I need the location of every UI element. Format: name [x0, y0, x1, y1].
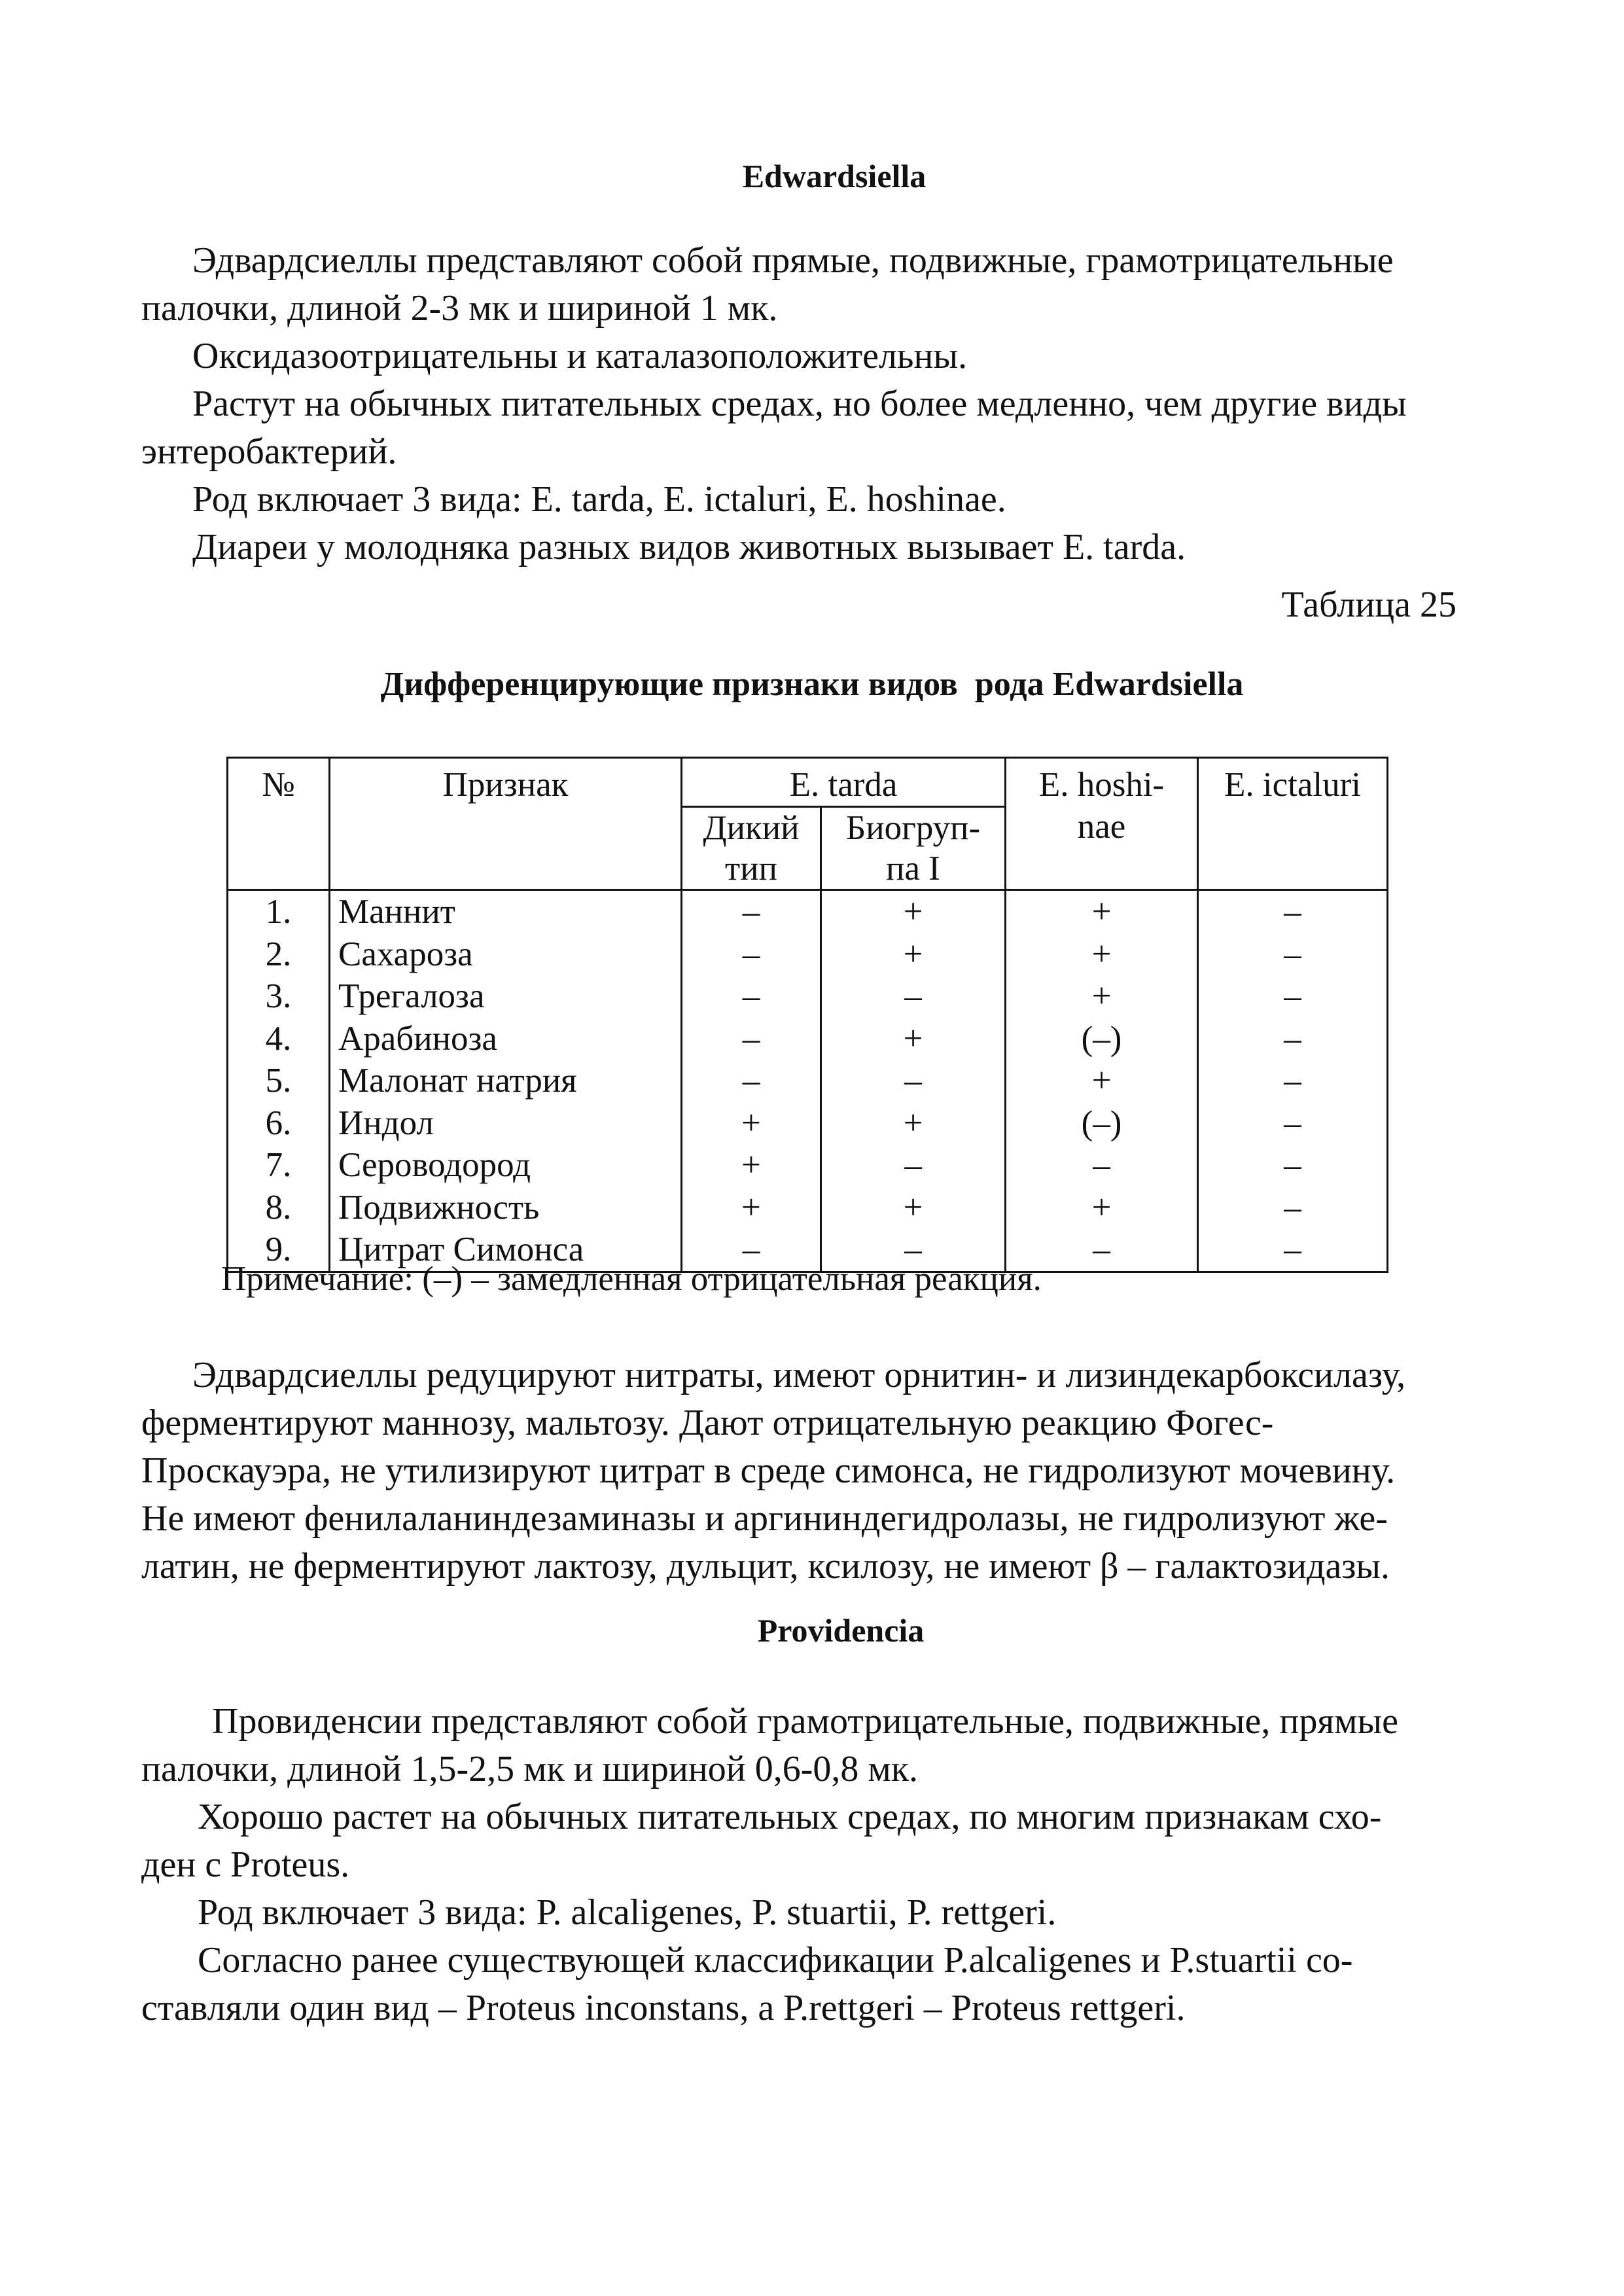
header-e-hoshinae: [1006, 758, 1198, 890]
row-feature: Цитрат Симонса: [330, 1229, 682, 1272]
row-feature: Подвижность: [330, 1187, 682, 1229]
table-row: [228, 1144, 1388, 1187]
text-line: энтеробактерий.: [141, 431, 397, 472]
cell-wild-type: +: [682, 1102, 821, 1145]
row-feature: Сероводород: [330, 1144, 682, 1187]
paragraph-providencia-species: Род включает 3 вида: P. alcaligenes, P. stuartii, P. rettgeri.: [198, 1892, 1057, 1933]
cell-hoshinae: +: [1006, 890, 1198, 933]
table-row: [228, 933, 1388, 976]
cell-wild-type: –: [682, 1018, 821, 1060]
header-wild-type-line2: тип: [725, 850, 777, 888]
row-number: 8.: [228, 1187, 330, 1229]
text-line: Не имеют фенилаланиндезаминазы и аргининдегидролазы, не гидролизуют же-: [141, 1498, 1388, 1539]
header-biogroup: [821, 807, 1006, 890]
cell-biogroup: –: [821, 1144, 1006, 1187]
paragraph-oxidase: Оксидазоотрицательны и каталазоположительны.: [192, 336, 968, 376]
text-line: Растут на обычных питательных средах, но более медленно, чем другие виды: [192, 384, 1407, 424]
header-wild-type: [682, 807, 821, 890]
cell-hoshinae: –: [1006, 1229, 1198, 1272]
row-number: 6.: [228, 1102, 330, 1145]
table-row: [228, 1018, 1388, 1060]
cell-biogroup: +: [821, 890, 1006, 933]
cell-biogroup: +: [821, 1187, 1006, 1229]
cell-hoshinae: +: [1006, 1187, 1198, 1229]
paragraph-diarrhea: Диареи у молодняка разных видов животных вызывает E. tarda.: [192, 527, 1186, 567]
row-number: 5.: [228, 1060, 330, 1102]
cell-wild-type: –: [682, 975, 821, 1018]
cell-wild-type: –: [682, 933, 821, 976]
cell-hoshinae: +: [1006, 975, 1198, 1018]
cell-biogroup: –: [821, 1060, 1006, 1102]
cell-ictaluri: –: [1198, 1229, 1388, 1272]
cell-hoshinae: –: [1006, 1144, 1198, 1187]
row-number: 7.: [228, 1144, 330, 1187]
text-line: Согласно ранее существующей классификации P.alcaligenes и P.stuartii со-: [198, 1940, 1353, 1981]
header-number: №: [228, 758, 330, 890]
table-row: [228, 1060, 1388, 1102]
header-biogroup-line1: Биогруп-: [845, 809, 981, 847]
cell-biogroup: +: [821, 933, 1006, 976]
text-line: палочки, длиной 1,5-2,5 мк и шириной 0,6-0,8 мк.: [141, 1749, 919, 1789]
paragraph-biochemistry: [141, 1352, 1475, 1590]
paragraph-providencia-description: [141, 1698, 1475, 1793]
row-number: 1.: [228, 890, 330, 933]
cell-hoshinae: (–): [1006, 1102, 1198, 1145]
cell-hoshinae: (–): [1006, 1018, 1198, 1060]
cell-wild-type: –: [682, 1060, 821, 1102]
text-line: Эдвардсиеллы редуцируют нитраты, имеют орнитин- и лизиндекарбоксилазу,: [192, 1355, 1406, 1395]
text-line: Провиденсии представляют собой грамотрицательные, подвижные, прямые: [212, 1701, 1399, 1742]
row-feature: Маннит: [330, 890, 682, 933]
cell-biogroup: +: [821, 1018, 1006, 1060]
section-title-providencia: Providencia: [757, 1612, 925, 1649]
table-row: [228, 890, 1388, 933]
row-number: 9.: [228, 1229, 330, 1272]
paragraph-providencia-growth: [141, 1793, 1475, 1889]
table-title: Дифференцирующие признаки видов рода Edwardsiella: [380, 666, 1244, 703]
cell-wild-type: –: [682, 1229, 821, 1272]
text-line: ден с Proteus.: [141, 1844, 350, 1885]
table-row: [228, 975, 1388, 1018]
text-line: ставляли один вид – Proteus inconstans, а P.rettgeri – Proteus rettgeri.: [141, 1988, 1186, 2028]
row-feature: Трегалоза: [330, 975, 682, 1018]
row-number: 2.: [228, 933, 330, 976]
header-biogroup-line2: па I: [886, 850, 940, 888]
cell-ictaluri: –: [1198, 1102, 1388, 1145]
row-number: 3.: [228, 975, 330, 1018]
table-label: Таблица 25: [1281, 584, 1456, 625]
text-line: Проскауэра, не утилизируют цитрат в среде симонса, не гидролизуют мочевину.: [141, 1450, 1396, 1491]
table-row: [228, 1102, 1388, 1145]
cell-biogroup: –: [821, 1229, 1006, 1272]
cell-hoshinae: +: [1006, 1060, 1198, 1102]
header-feature: Признак: [330, 758, 682, 890]
row-feature: Малонат натрия: [330, 1060, 682, 1102]
cell-ictaluri: –: [1198, 890, 1388, 933]
cell-ictaluri: –: [1198, 1144, 1388, 1187]
table-row: [228, 1187, 1388, 1229]
table-note: Примечание: (–) – замедленная отрицательная реакция.: [221, 1260, 1042, 1298]
header-e-hoshinae-line2: nae: [1077, 808, 1126, 846]
cell-ictaluri: –: [1198, 1018, 1388, 1060]
header-e-ictaluri: E. ictaluri: [1198, 758, 1388, 890]
text-line: Эдвардсиеллы представляют собой прямые, подвижные, грамотрицательные: [192, 240, 1394, 281]
cell-wild-type: –: [682, 890, 821, 933]
cell-ictaluri: –: [1198, 975, 1388, 1018]
cell-hoshinae: +: [1006, 933, 1198, 976]
paragraph-growth: [141, 380, 1456, 476]
row-feature: Арабиноза: [330, 1018, 682, 1060]
header-e-hoshinae-line1: E. hoshi-: [1038, 766, 1165, 804]
row-feature: Индол: [330, 1102, 682, 1145]
text-line: латин, не ферментируют лактозу, дульцит, ксилозу, не имеют β – галактозидазы.: [141, 1546, 1390, 1587]
header-wild-type-line1: Дикий: [703, 809, 800, 847]
row-feature: Сахароза: [330, 933, 682, 976]
cell-biogroup: +: [821, 1102, 1006, 1145]
cell-wild-type: +: [682, 1187, 821, 1229]
paragraph-species: Род включает 3 вида: E. tarda, E. ictaluri, E. hoshinae.: [192, 479, 1006, 520]
row-number: 4.: [228, 1018, 330, 1060]
cell-wild-type: +: [682, 1144, 821, 1187]
cell-biogroup: –: [821, 975, 1006, 1018]
text-line: палочки, длиной 2-3 мк и шириной 1 мк.: [141, 288, 778, 329]
cell-ictaluri: –: [1198, 933, 1388, 976]
paragraph-edwardsiella-description: [141, 237, 1456, 332]
differentiation-table: [226, 757, 1386, 1273]
header-e-tarda: E. tarda: [682, 758, 1006, 807]
text-line: Хорошо растет на обычных питательных средах, по многим признакам схо-: [198, 1797, 1382, 1837]
paragraph-providencia-classification: [141, 1937, 1475, 2032]
section-title-edwardsiella: Edwardsiella: [742, 158, 927, 194]
cell-ictaluri: –: [1198, 1060, 1388, 1102]
text-line: ферментируют маннозу, мальтозу. Дают отрицательную реакцию Фогес-: [141, 1403, 1274, 1443]
cell-ictaluri: –: [1198, 1187, 1388, 1229]
